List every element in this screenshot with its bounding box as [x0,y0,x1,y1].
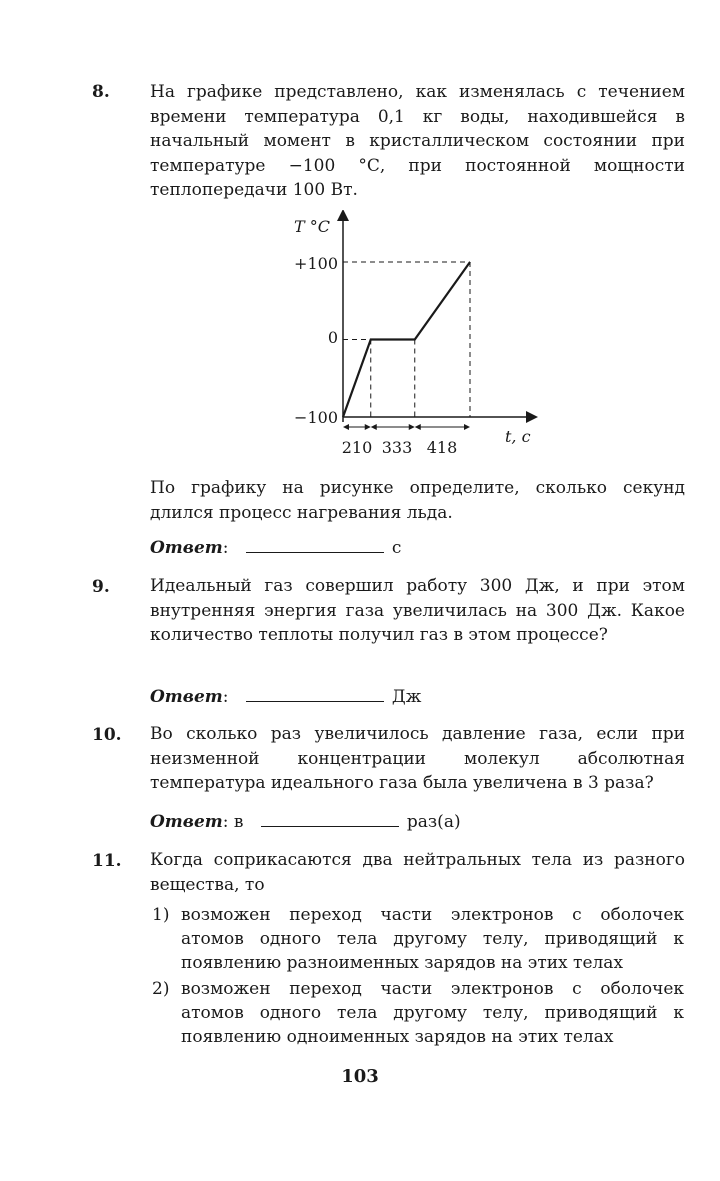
question-8-answer: Ответ: с [150,538,402,558]
x-interval-label: 418 [426,438,458,457]
option-2-text: возможен переход части электронов с оболочек атомов одного тела другому телу, приводящий к появлению одноименных зарядов на этих телах [181,979,684,1047]
question-10-answer: Ответ: в раз(а) [150,812,461,832]
answer-unit: раз(а) [406,812,461,832]
answer-label: Ответ [150,687,223,707]
question-8-prompt: По графику на рисунке определите, сколько секунд длился процесс нагревания льда. [150,478,685,523]
page-number: 103 [341,1066,379,1087]
question-10-number: 10. [92,725,122,745]
y-tick-label: 0 [327,328,338,347]
answer-label: Ответ [150,812,223,832]
x-axis-label: t, c [505,427,531,446]
temperature-time-graph [290,210,550,460]
y-tick-label: +100 [294,254,338,273]
interval-arrow-head [409,424,415,430]
option-1-number: 1) [152,905,170,925]
question-8-text: На графике представлено, как изменялась с течением времени температура 0,1 кг воды, находившейся в начальный момент в кристаллическом состоянии при температуре −100 °С, при постоянной мощности теплопередачи 100 Вт. [150,82,685,200]
question-9-answer: Ответ: Дж [150,687,422,707]
answer-unit: Дж [391,687,422,707]
interval-arrow-head [371,424,377,430]
x-interval-label: 210 [341,438,373,457]
interval-arrow-head [464,424,470,430]
option-2-number: 2) [152,979,170,999]
interval-arrow-head [365,424,371,430]
answer-label: Ответ [150,538,223,558]
question-11-number: 11. [92,851,122,871]
x-interval-label: 333 [381,438,413,457]
y-tick-label: −100 [294,408,338,427]
answer-unit: с [391,538,402,558]
question-9-number: 9. [92,577,110,597]
answer-blank[interactable] [246,687,384,702]
y-axis-label: T °C [294,217,330,236]
question-10-text: Во сколько раз увеличилось давление газа, если при неизменной концентрации молекул абсолютная температура идеального газа была увеличена в 3 раза? [150,724,685,793]
question-8-number: 8. [92,82,110,102]
answer-blank[interactable] [261,812,399,827]
interval-arrow-head [415,424,421,430]
interval-arrow-head [343,424,349,430]
answer-blank[interactable] [246,538,384,553]
answer-prefix: в [233,812,244,832]
question-11-text: Когда соприкасаются два нейтральных тела из разного вещества, то [150,850,685,895]
question-9-text: Идеальный газ совершил работу 300 Дж, и при этом внутренняя энергия газа увеличилась на 300 Дж. Какое количество теплоты получил газ в этом процессе? [150,576,685,645]
option-1-text: возможен переход части электронов с оболочек атомов одного тела другому телу, приводящий к появлению разноименных зарядов на этих телах [181,905,684,973]
